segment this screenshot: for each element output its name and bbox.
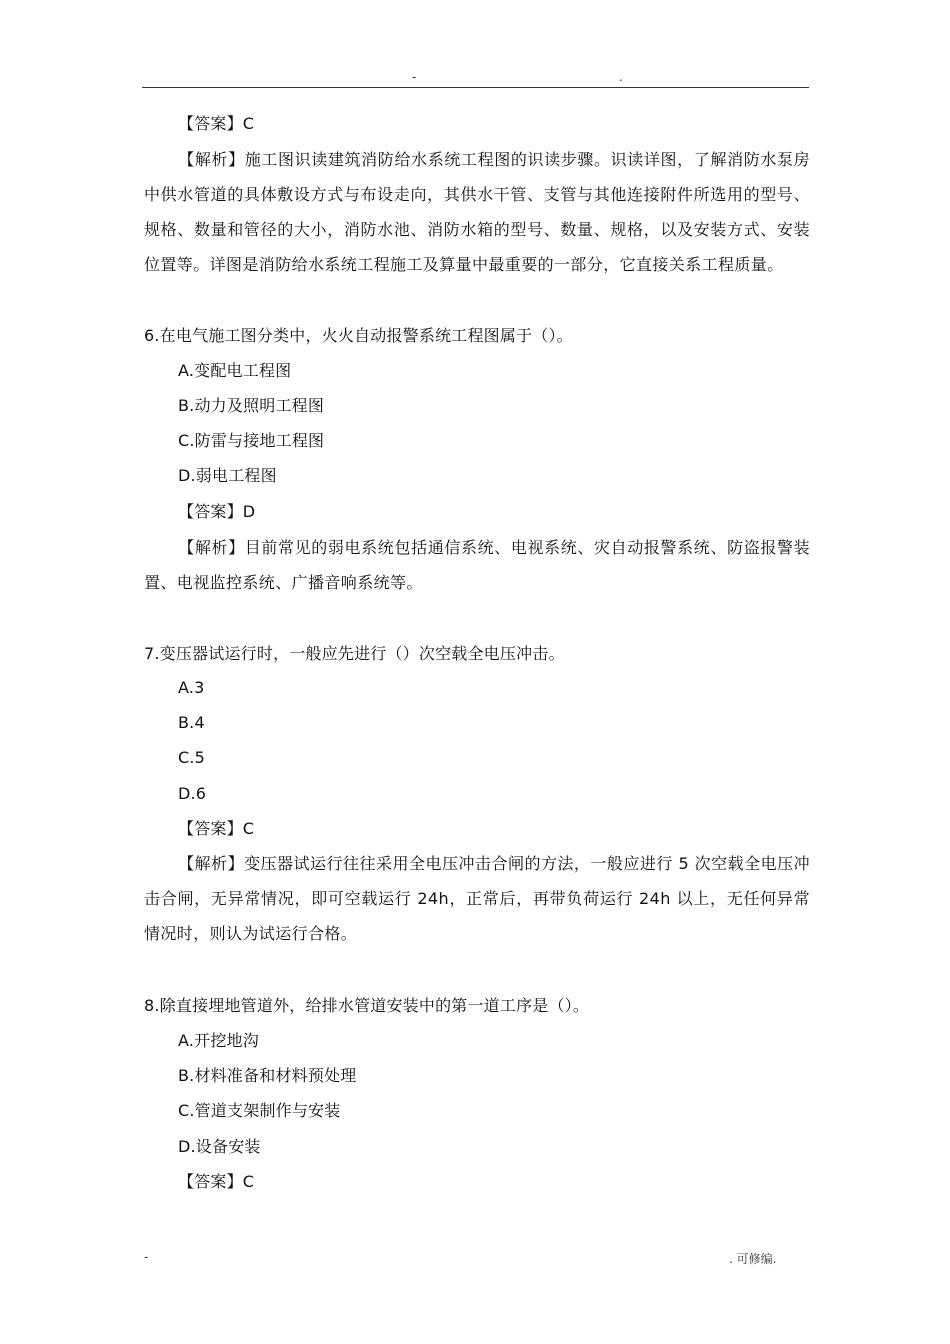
answer-7: 【答案】C xyxy=(178,819,255,838)
answer-8: 【答案】C xyxy=(178,1172,255,1191)
header-rule xyxy=(142,87,809,88)
question-8-option-b: B.材料准备和材料预处理 xyxy=(178,1066,357,1085)
question-6-stem: 6.在电气施工图分类中，火火自动报警系统工程图属于（）。 xyxy=(144,326,573,345)
header-left-mark: - xyxy=(412,70,417,84)
question-8-option-d: D.设备安装 xyxy=(178,1137,261,1156)
question-7-stem: 7.变压器试运行时，一般应先进行（）次空载全电压冲击。 xyxy=(144,644,565,663)
footer-left: - xyxy=(144,1250,149,1264)
analysis-7: 【解析】变压器试运行往往采用全电压冲击合闸的方法，一般应进行 5 次空载全电压冲击合闸，无异常情况，即可空载运行 24h，正常后，再带负荷运行 24h 以上，无任何异常情况时，则认为试运行合格。 xyxy=(144,854,810,943)
analysis-5: 【解析】施工图识读建筑消防给水系统工程图的识读步骤。识读详图，了解消防水泵房中供水管道的具体敷设方式与布设走向，其供水干管、支管与其他连接附件所选用的型号、规格、数量和管径的大小，消防水池、消防水箱的型号、数量、规格，以及安装方式、安装位置等。详图是消防给水系统工程施工及算量中最重要的一部分，它直接关系工程质量。 xyxy=(144,150,810,274)
question-7-option-b: B.4 xyxy=(178,713,205,732)
question-6-option-a: A.变配电工程图 xyxy=(178,361,292,380)
question-7-option-a: A.3 xyxy=(178,678,205,697)
question-7-option-c: C.5 xyxy=(178,748,206,767)
answer-5: 【答案】C xyxy=(178,114,255,133)
analysis-6: 【解析】目前常见的弱电系统包括通信系统、电视系统、灾自动报警系统、防盗报警装置、电视监控系统、广播音响系统等。 xyxy=(144,538,810,592)
answer-6: 【答案】D xyxy=(178,502,256,521)
question-6-option-b: B.动力及照明工程图 xyxy=(178,396,325,415)
question-7-option-d: D.6 xyxy=(178,784,207,803)
question-6-option-c: C.防雷与接地工程图 xyxy=(178,431,325,450)
question-6-option-d: D.弱电工程图 xyxy=(178,466,277,485)
question-8-stem: 8.除直接埋地管道外，给排水管道安装中的第一道工序是（）。 xyxy=(144,996,590,1015)
question-8-option-a: A.开挖地沟 xyxy=(178,1031,259,1050)
question-8-option-c: C.管道支架制作与安装 xyxy=(178,1101,341,1120)
footer-right: . 可修编. xyxy=(729,1252,777,1266)
header-right-mark: . xyxy=(619,70,623,84)
